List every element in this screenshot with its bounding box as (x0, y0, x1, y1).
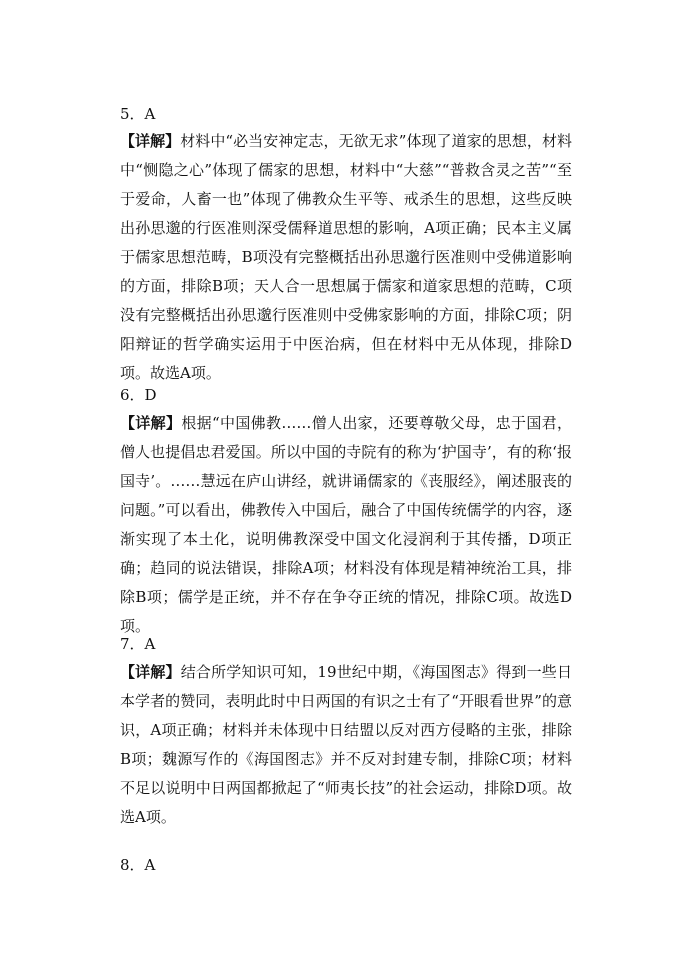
answer-number-6: 6．D (120, 386, 157, 404)
explanation-text: 材料中“必当安神定志，无欲无求”体现了道家的思想，材料中“恻隐之心”体现了儒家的思想，材料中“大慈”“普救含灵之苦”“至于爱命，人畜一也”体现了佛教众生平等、戒杀生的思想，这些反映出孙思邈的行医准则深受儒释道思想的影响，A项正确；民本主义属于儒家思想范畴，B项没有完整概括出孙思邈行医准则中受佛道影响的方面，排除B项；天人合一思想属于儒家和道家思想的范畴，C项没有完整概括出孙思邈行医准则中受佛家影响的方面，排除C项；阴阳辩证的哲学确实运用于中医治病，但在材料中无从体现，排除D项。故选A项。 (120, 132, 572, 382)
answer-number-7: 7．A (120, 635, 156, 653)
explanation-tag: 【详解】 (120, 414, 182, 432)
explanation-text: 结合所学知识可知，19世纪中期，《海国图志》得到一些日本学者的赞同，表明此时中日两国的有识之士有了“开眼看世界”的意识，A项正确；材料并未体现中日结盟以反对西方侵略的主张，排除B项；魏源写作的《海国图志》并不反对封建专制，排除C项；材料不足以说明中日两国都掀起了“师夷长技”的社会运动，排除D项。故选A项。 (120, 663, 572, 826)
explanation-7 (120, 658, 572, 832)
explanation-5 (120, 127, 572, 388)
explanation-text: 根据“中国佛教……僧人出家，还要尊敬父母，忠于国君，僧人也提倡忠君爱国。所以中国的寺院有的称为‘护国寺’，有的称‘报国寺’。……慧远在庐山讲经，就讲诵儒家的《丧服经》，阐述服丧的问题。”可以看出，佛教传入中国后，融合了中国传统儒学的内容，逐渐实现了本土化，说明佛教深受中国文化浸润利于其传播，D项正确；趋同的说法错误，排除A项；材料没有体现是精神统治工具，排除B项；儒学是正统，并不存在争夺正统的情况，排除C项。故选D项。 (120, 414, 572, 635)
explanation-6 (120, 409, 572, 641)
answer-number-5: 5．A (120, 105, 156, 123)
explanation-tag: 【详解】 (120, 132, 181, 150)
answer-number-8: 8．A (120, 856, 156, 874)
explanation-tag: 【详解】 (120, 663, 181, 681)
